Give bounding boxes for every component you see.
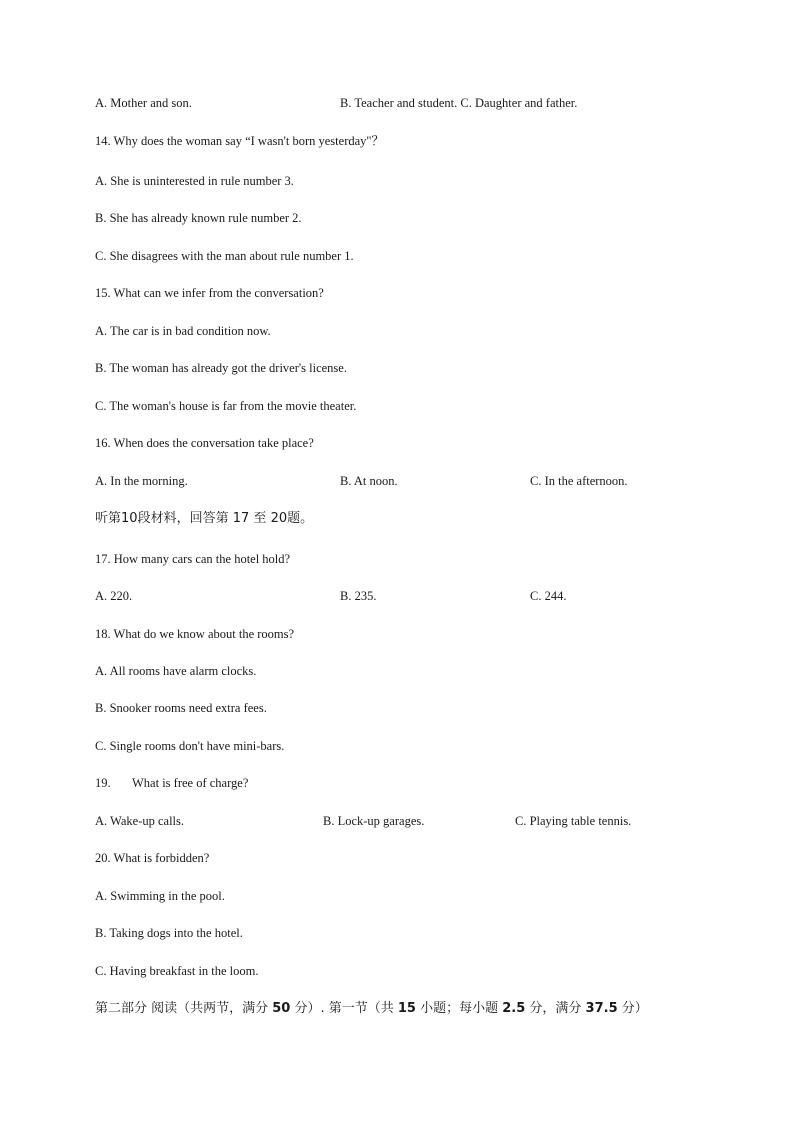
q19-number: 19. bbox=[95, 776, 111, 790]
q20-option-c: C. Having breakfast in the loom. bbox=[95, 964, 259, 978]
q17-option-a: A. 220. bbox=[95, 589, 133, 603]
part-two-text-2: 分）. 第一节（共 bbox=[290, 1001, 398, 1016]
per-question-score: 2.5 bbox=[502, 1001, 526, 1016]
q18-option-b: B. Snooker rooms need extra fees. bbox=[95, 701, 267, 715]
part-two-text-4: 分，满分 bbox=[525, 1001, 586, 1016]
q19-option-a: A. Wake-up calls. bbox=[95, 814, 185, 828]
part-two-total-score: 50 bbox=[272, 1001, 291, 1016]
q17-question: 17. How many cars can the hotel hold? bbox=[95, 552, 291, 566]
q20-option-a: A. Swimming in the pool. bbox=[95, 889, 225, 903]
instruction-text-2: 段材料，回答第 bbox=[137, 511, 229, 526]
instruction-number-1: 10 bbox=[121, 511, 138, 526]
q18-question: 18. What do we know about the rooms? bbox=[95, 627, 295, 641]
part-two-heading bbox=[95, 1001, 648, 1017]
q16-option-c: C. In the afternoon. bbox=[530, 474, 628, 488]
q20-option-b: B. Taking dogs into the hotel. bbox=[95, 926, 243, 940]
q15-option-a: A. The car is in bad condition now. bbox=[95, 324, 271, 338]
q16-question: 16. When does the conversation take place? bbox=[95, 436, 314, 450]
q18-option-c: C. Single rooms don't have mini-bars. bbox=[95, 739, 285, 753]
instruction-number-3: 20 bbox=[270, 511, 288, 526]
q17-option-b: B. 235. bbox=[340, 589, 377, 603]
q16-option-a: A. In the morning. bbox=[95, 474, 188, 488]
q13-option-bc: B. Teacher and student. C. Daughter and father. bbox=[340, 96, 578, 110]
section-one-total-score: 37.5 bbox=[585, 1001, 618, 1016]
instruction-number-2: 17 bbox=[232, 511, 250, 526]
part-two-text-1: 第二部分 阅读（共两节，满分 bbox=[95, 1001, 273, 1016]
section-one-question-count: 15 bbox=[397, 1001, 416, 1016]
part-two-text-3: 小题；每小题 bbox=[415, 1001, 503, 1016]
q15-option-b: B. The woman has already got the driver's license. bbox=[95, 361, 347, 375]
instruction-text-3: 至 bbox=[253, 511, 267, 526]
q20-question: 20. What is forbidden? bbox=[95, 851, 210, 865]
q14-option-b: B. She has already known rule number 2. bbox=[95, 211, 302, 225]
q19-option-b: B. Lock-up garages. bbox=[323, 814, 425, 828]
q19-question: What is free of charge? bbox=[132, 776, 249, 790]
q19-option-c: C. Playing table tennis. bbox=[515, 814, 632, 828]
q14-option-c: C. She disagrees with the man about rule number 1. bbox=[95, 249, 354, 263]
q13-option-a: A. Mother and son. bbox=[95, 96, 192, 110]
q14-question: 14. Why does the woman say “I wasn't born yesterday"？ bbox=[95, 134, 385, 148]
section-10-instruction bbox=[95, 511, 313, 527]
q15-option-c: C. The woman's house is far from the movie theater. bbox=[95, 399, 357, 413]
instruction-text-1: 听第 bbox=[95, 511, 122, 526]
instruction-text-4: 题。 bbox=[287, 511, 314, 526]
q16-option-b: B. At noon. bbox=[340, 474, 398, 488]
q15-question: 15. What can we infer from the conversation? bbox=[95, 286, 324, 300]
part-two-text-5: 分） bbox=[617, 1001, 648, 1016]
q18-option-a: A. All rooms have alarm clocks. bbox=[95, 664, 257, 678]
q17-option-c: C. 244. bbox=[530, 589, 567, 603]
q14-option-a: A. She is uninterested in rule number 3. bbox=[95, 174, 294, 188]
